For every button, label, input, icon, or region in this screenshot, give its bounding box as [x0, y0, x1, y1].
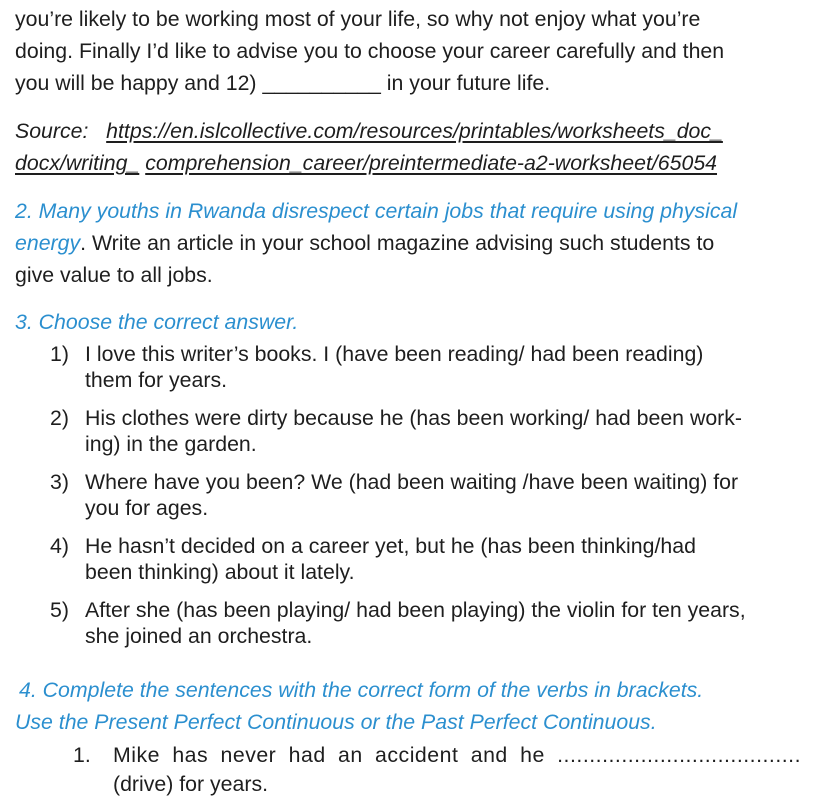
task-3-list: [50, 341, 800, 649]
list-item: [50, 533, 800, 585]
task-2-instruction: energy: [15, 231, 81, 255]
task-3-heading: 3. Choose the correct answer.: [15, 310, 299, 334]
item-number: 3): [50, 470, 69, 494]
item-text: been thinking) about it lately.: [85, 560, 355, 584]
passage-line: doing. Finally I’d like to advise you to choose your career carefully and then: [15, 39, 725, 63]
list-item: [73, 741, 801, 799]
source-citation: [15, 115, 801, 179]
passage-paragraph: [15, 3, 801, 99]
passage-line: you’re likely to be working most of your life, so why not enjoy what you’re: [15, 7, 701, 31]
item-text: she joined an orchestra.: [85, 624, 313, 648]
task-2-text: . Write an article in your school magazine advising such students to: [80, 231, 715, 255]
item-text: you for ages.: [85, 496, 209, 520]
item-text: Where have you been? We (had been waiting /have been waiting) for: [85, 470, 739, 494]
passage-line: you will be happy and 12) __________ in your future life.: [15, 71, 551, 95]
task-4-heading: [15, 674, 801, 738]
list-item: [50, 405, 800, 457]
task-2-prompt: [15, 195, 801, 291]
item-text: Mike has never had an accident and he ......................................: [113, 743, 801, 767]
item-text: He hasn’t decided on a career yet, but he (has been thinking/had: [85, 534, 696, 558]
task-2-text: give value to all jobs.: [15, 263, 213, 287]
item-text: ing) in the garden.: [85, 432, 257, 456]
task-2-instruction: 2. Many youths in Rwanda disrespect certain jobs that require using physical: [15, 199, 738, 223]
source-link[interactable]: docx/writing_: [15, 151, 140, 175]
list-item: [50, 469, 800, 521]
item-text: After she (has been playing/ had been playing) the violin for ten years,: [85, 598, 746, 622]
item-number: 1): [50, 342, 69, 366]
item-number: 1.: [73, 743, 91, 767]
item-number: 2): [50, 406, 69, 430]
item-number: 4): [50, 534, 69, 558]
item-number: 5): [50, 598, 69, 622]
item-text: them for years.: [85, 368, 228, 392]
task-4-list: [73, 741, 801, 799]
source-label: Source:: [15, 119, 89, 143]
source-link[interactable]: comprehension_career/preintermediate-a2-worksheet/65054: [145, 151, 718, 175]
task-4-heading-line: Use the Present Perfect Continuous or the Past Perfect Continuous.: [15, 710, 657, 734]
task-4-heading-line: 4. Complete the sentences with the correct form of the verbs in brackets.: [19, 678, 704, 702]
item-text: I love this writer’s books. I (have been reading/ had been reading): [85, 342, 704, 366]
item-text: (drive) for years.: [113, 772, 269, 796]
source-link[interactable]: https://en.islcollective.com/resources/printables/worksheets_doc_: [106, 119, 723, 143]
item-text: His clothes were dirty because he (has been working/ had been work-: [85, 406, 743, 430]
list-item: [50, 597, 800, 649]
list-item: [50, 341, 800, 393]
